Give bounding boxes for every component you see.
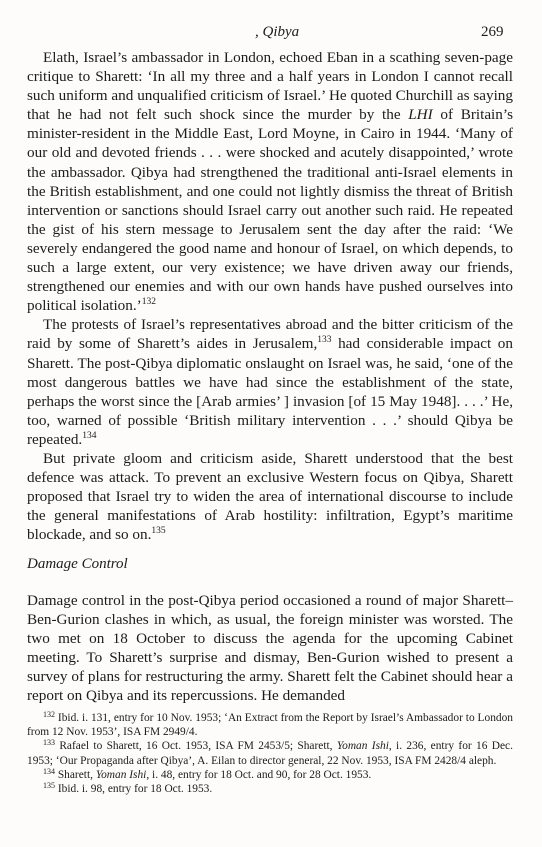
page-number: 269 — [481, 24, 504, 40]
footnote-134: $^{134}$ Sharett, Yoman Ishi, i. 48, entry for 18 Oct. and 90, for 28 Oct. 1953. — [43, 766, 372, 781]
running-head: , Qibya — [255, 24, 300, 40]
footnote-ref-134: 134 — [82, 430, 97, 441]
main-text — [27, 48, 513, 544]
paragraph-damage-control: Damage control in the post-Qibya period occasioned a round of major Sharett–Ben-Gurion clashes in which, as usual, the foreign minister was worsted. The two met on 18 October to discuss the agenda for the upcoming Cabinet meeting. To Sharett’s surprise and dismay, Ben-Gurion wished to present a survey of plans for restructuring the army. Sharett felt the Cabinet should hear a report on Qibya and its repercussions. He demanded — [27, 592, 513, 705]
paragraph-defence: But private gloom and criticism aside, Sharett understood that the best defence was attack. To prevent an exclusive Western focus on Qibya, Sharett proposed that Israel try to widen the area of international discourse to include the general manifestations of Arab hostility: infiltration, Egypt’s maritime blockade, and so on.$^{135}$ — [27, 449, 513, 544]
footnote-132: $^{132}$ Ibid. i. 131, entry for 10 Nov. 1953; ‘An Extract from the Report by Israel’s Ambassador to London from 12 Nov. 1953’, ISA FM 2949/4. — [27, 710, 513, 739]
section-body — [27, 591, 513, 706]
footnote-ref-133: 133 — [317, 335, 332, 346]
footnote-133: $^{133}$ Rafael to Sharett, 16 Oct. 1953, ISA FM 2453/5; Sharett, Yoman Ishi, i. 236, entry for 16 Dec. 1953; ‘Our Propaganda after Qibya’, A. Eilan to director general, 22 Nov. 1953, ISA FM 2428/4 aleph. — [27, 738, 513, 767]
page-header — [0, 24, 542, 44]
footnote-ref-132: 132 — [141, 297, 156, 308]
paragraph-protests: The protests of Israel’s representatives abroad and the bitter criticism of the raid by some of Sharett’s aides in Jerusalem,$^{133}$ had considerable impact on Sharett. The post-Qibya diplomatic onslaught on Israel was, he said, ‘one of the most dangerous battles we have had since the establishment of the state, perhaps the worst since the [Arab armies’ ] invasion [of 15 May 1948]. . . .’ He, too, warned of possible ‘British military intervention . . .’ should Qibya be repeated.$^{134}$ — [27, 316, 513, 448]
footnote-ref-135: 135 — [151, 526, 166, 537]
footnote-135: $^{135}$ Ibid. i. 98, entry for 18 Oct. 1953. — [43, 781, 213, 796]
footnotes — [27, 711, 513, 796]
paragraph-elath: Elath, Israel’s ambassador in London, echoed Eban in a scathing seven-page critique to Sharett: ‘In all my three and a half years in London I cannot recall such uniform and unqualified criticism of Israel.’ He quoted Churchill as saying that he had not felt such shock since the murder by the LHI of Britain’s minister-resident in the Middle East, Lord Moyne, in Cairo in 1944. ‘Many of our old and devoted friends . . . were shocked and acutely disappointed,’ wrote the ambassador. Qibya had strengthened the traditional anti-Israel elements in the British establishment, and one could not lightly dismiss the threat of British intervention or sanctions should Israel carry out another such raid. He repeated the gist of his stern message to Jerusalem sent the day after the raid: ‘We severely endangered the good name and honour of Israel, on which depends, to such a large extent, our very existence; we have driven away our friends, strengthened our enemies and with our own hands have pushed ourselves into political isolation.’$^{132}$ — [27, 49, 513, 315]
section-heading: Damage Control — [27, 556, 128, 572]
